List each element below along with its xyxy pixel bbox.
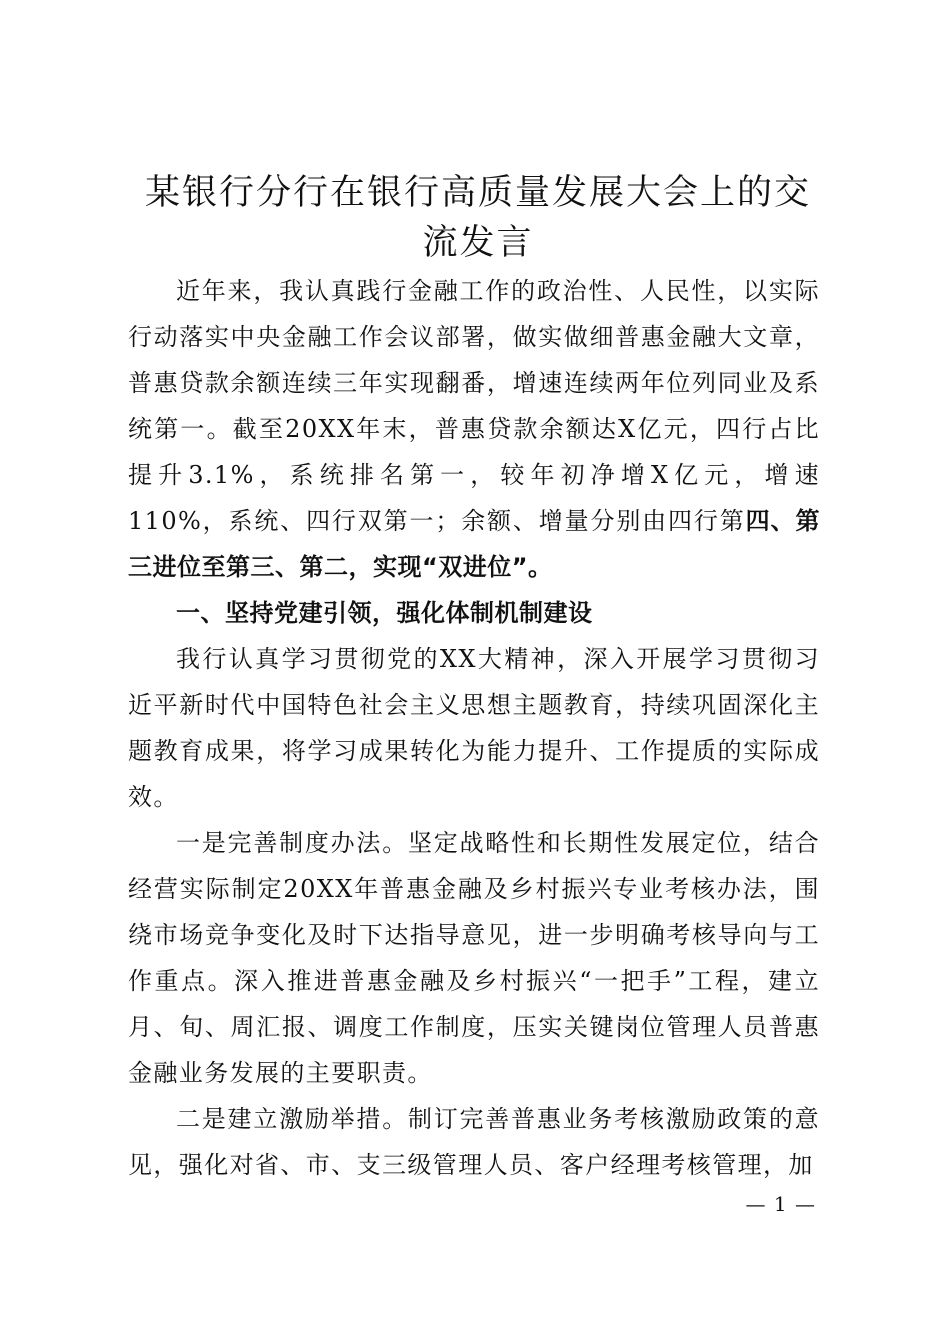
- intro-text: 近年来，我认真践行金融工作的政治性、人民性，以实际行动落实中央金融工作会议部署，做实做细普惠金融大文章，普惠贷款余额连续三年实现翻番，增速连续两年位列同业及系统第一。截至20XX年末，普惠贷款余额达X亿元，四行占比提升3.1%，系统排名第一，较年初净增X亿元，增速110%，系统、四行双第一；余额、增量分别由四行第: [128, 277, 820, 535]
- section-heading: 一、坚持党建引领，强化体制机制建设: [176, 599, 593, 627]
- page-number: — 1 —: [745, 1192, 816, 1216]
- body-paragraph: 二是建立激励举措。制订完善普惠业务考核激励政策的意见，强化对省、市、支三级管理人员、客户经理考核管理，加: [128, 1105, 820, 1179]
- intro-bold-text: 四、第三进位至第三、第二，实现“双进位”。: [128, 507, 820, 581]
- document-body: [128, 268, 820, 1188]
- body-paragraph: 我行认真学习贯彻党的XX大精神，深入开展学习贯彻习近平新时代中国特色社会主义思想主题教育，持续巩固深化主题教育成果，将学习成果转化为能力提升、工作提质的实际成效。: [128, 645, 820, 811]
- intro-paragraph: [128, 268, 820, 590]
- body-paragraph: 一是完善制度办法。坚定战略性和长期性发展定位，结合经营实际制定20XX年普惠金融及乡村振兴专业考核办法，围绕市场竞争变化及时下达指导意见，进一步明确考核导向与工作重点。深入推进普惠金融及乡村振兴“一把手”工程，建立月、旬、周汇报、调度工作制度，压实关键岗位管理人员普惠金融业务发展的主要职责。: [128, 829, 820, 1087]
- document-title: 某银行分行在银行高质量发展大会上的交流发言: [144, 173, 811, 263]
